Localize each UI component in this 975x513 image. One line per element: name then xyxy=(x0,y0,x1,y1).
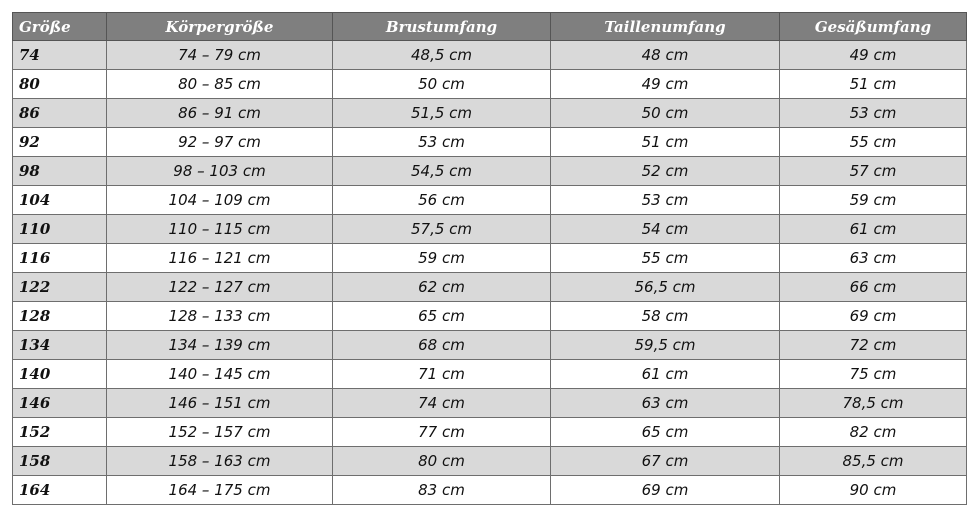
hip-cell: 78,5 cm xyxy=(780,389,967,418)
size-cell: 116 xyxy=(13,244,107,273)
header-size: Größe xyxy=(13,13,107,41)
table-row xyxy=(13,360,967,389)
body-height-cell: 122 – 127 cm xyxy=(107,273,333,302)
body-height-cell: 110 – 115 cm xyxy=(107,215,333,244)
hip-cell: 90 cm xyxy=(780,476,967,505)
body-height-cell: 152 – 157 cm xyxy=(107,418,333,447)
chest-cell: 51,5 cm xyxy=(333,99,551,128)
chest-cell: 74 cm xyxy=(333,389,551,418)
body-height-cell: 140 – 145 cm xyxy=(107,360,333,389)
chest-cell: 83 cm xyxy=(333,476,551,505)
size-cell: 80 xyxy=(13,70,107,99)
table-row xyxy=(13,70,967,99)
waist-cell: 55 cm xyxy=(551,244,780,273)
table-header xyxy=(13,13,967,41)
waist-cell: 54 cm xyxy=(551,215,780,244)
table-row xyxy=(13,389,967,418)
hip-cell: 82 cm xyxy=(780,418,967,447)
table-row xyxy=(13,418,967,447)
table-body xyxy=(13,41,967,505)
hip-cell: 69 cm xyxy=(780,302,967,331)
body-height-cell: 158 – 163 cm xyxy=(107,447,333,476)
chest-cell: 56 cm xyxy=(333,186,551,215)
table-row xyxy=(13,157,967,186)
hip-cell: 63 cm xyxy=(780,244,967,273)
body-height-cell: 116 – 121 cm xyxy=(107,244,333,273)
hip-cell: 59 cm xyxy=(780,186,967,215)
waist-cell: 69 cm xyxy=(551,476,780,505)
size-cell: 140 xyxy=(13,360,107,389)
waist-cell: 56,5 cm xyxy=(551,273,780,302)
table-row xyxy=(13,476,967,505)
waist-cell: 52 cm xyxy=(551,157,780,186)
hip-cell: 66 cm xyxy=(780,273,967,302)
size-chart-table xyxy=(12,12,967,505)
size-cell: 146 xyxy=(13,389,107,418)
header-waist: Taillenumfang xyxy=(551,13,780,41)
chest-cell: 71 cm xyxy=(333,360,551,389)
body-height-cell: 80 – 85 cm xyxy=(107,70,333,99)
table-row xyxy=(13,186,967,215)
hip-cell: 51 cm xyxy=(780,70,967,99)
chest-cell: 65 cm xyxy=(333,302,551,331)
waist-cell: 63 cm xyxy=(551,389,780,418)
waist-cell: 53 cm xyxy=(551,186,780,215)
table-row xyxy=(13,244,967,273)
body-height-cell: 92 – 97 cm xyxy=(107,128,333,157)
size-cell: 134 xyxy=(13,331,107,360)
chest-cell: 59 cm xyxy=(333,244,551,273)
size-cell: 152 xyxy=(13,418,107,447)
table-row xyxy=(13,128,967,157)
size-cell: 110 xyxy=(13,215,107,244)
size-cell: 86 xyxy=(13,99,107,128)
size-cell: 98 xyxy=(13,157,107,186)
hip-cell: 49 cm xyxy=(780,41,967,70)
waist-cell: 51 cm xyxy=(551,128,780,157)
waist-cell: 67 cm xyxy=(551,447,780,476)
waist-cell: 61 cm xyxy=(551,360,780,389)
waist-cell: 50 cm xyxy=(551,99,780,128)
waist-cell: 65 cm xyxy=(551,418,780,447)
hip-cell: 53 cm xyxy=(780,99,967,128)
table-row xyxy=(13,215,967,244)
waist-cell: 49 cm xyxy=(551,70,780,99)
table-row xyxy=(13,447,967,476)
header-body-height: Körpergröße xyxy=(107,13,333,41)
body-height-cell: 104 – 109 cm xyxy=(107,186,333,215)
body-height-cell: 86 – 91 cm xyxy=(107,99,333,128)
hip-cell: 55 cm xyxy=(780,128,967,157)
chest-cell: 57,5 cm xyxy=(333,215,551,244)
chest-cell: 62 cm xyxy=(333,273,551,302)
header-row xyxy=(13,13,967,41)
waist-cell: 59,5 cm xyxy=(551,331,780,360)
hip-cell: 72 cm xyxy=(780,331,967,360)
hip-cell: 61 cm xyxy=(780,215,967,244)
hip-cell: 85,5 cm xyxy=(780,447,967,476)
size-cell: 92 xyxy=(13,128,107,157)
table-row xyxy=(13,302,967,331)
chest-cell: 68 cm xyxy=(333,331,551,360)
table-row xyxy=(13,99,967,128)
table-row xyxy=(13,273,967,302)
size-cell: 128 xyxy=(13,302,107,331)
hip-cell: 57 cm xyxy=(780,157,967,186)
body-height-cell: 164 – 175 cm xyxy=(107,476,333,505)
chest-cell: 50 cm xyxy=(333,70,551,99)
chest-cell: 80 cm xyxy=(333,447,551,476)
chest-cell: 54,5 cm xyxy=(333,157,551,186)
body-height-cell: 146 – 151 cm xyxy=(107,389,333,418)
size-cell: 74 xyxy=(13,41,107,70)
size-cell: 164 xyxy=(13,476,107,505)
header-hip: Gesäßumfang xyxy=(780,13,967,41)
table-row xyxy=(13,331,967,360)
body-height-cell: 74 – 79 cm xyxy=(107,41,333,70)
waist-cell: 48 cm xyxy=(551,41,780,70)
waist-cell: 58 cm xyxy=(551,302,780,331)
body-height-cell: 134 – 139 cm xyxy=(107,331,333,360)
size-cell: 104 xyxy=(13,186,107,215)
body-height-cell: 128 – 133 cm xyxy=(107,302,333,331)
size-cell: 158 xyxy=(13,447,107,476)
header-chest: Brustumfang xyxy=(333,13,551,41)
size-cell: 122 xyxy=(13,273,107,302)
chest-cell: 53 cm xyxy=(333,128,551,157)
table-row xyxy=(13,41,967,70)
chest-cell: 48,5 cm xyxy=(333,41,551,70)
hip-cell: 75 cm xyxy=(780,360,967,389)
body-height-cell: 98 – 103 cm xyxy=(107,157,333,186)
chest-cell: 77 cm xyxy=(333,418,551,447)
